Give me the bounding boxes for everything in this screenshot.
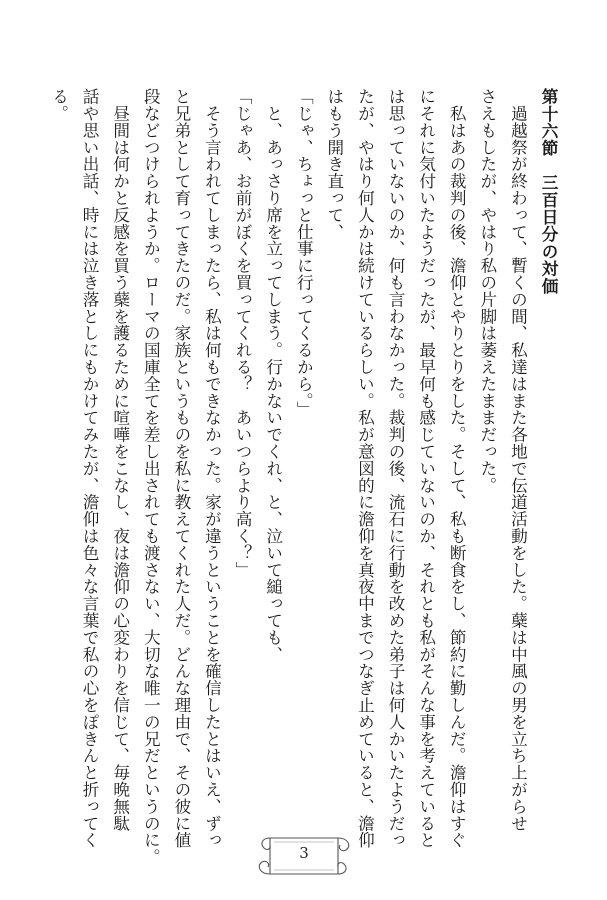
page-number-scroll xyxy=(252,830,356,882)
section-heading: 第十六節 三百日分の対価 xyxy=(539,88,558,295)
text-line: 「じゃあ、お前がぼくを買ってくれる？ あいつらより高く？」 xyxy=(233,88,253,579)
text-line: さえもしたが、やはり私の片脚は萎えたままだった。 xyxy=(477,88,497,494)
text-line: 過越祭が終わって、暫くの間、私達はまた各地で伝道活動をした。蘖は中風の男を立ち上がらせ xyxy=(508,88,528,832)
text-line: たが、やはり何人かは続けているらしい。私が意図的に澹仰を真夜中までつなぎ止めていると、澹仰 xyxy=(355,88,375,849)
text-line: 段などつけられようか。ローマの国庫全てを差し出されても渡さない、大切な唯一の兄だというのに。 xyxy=(141,88,161,866)
text-line: る。 xyxy=(49,88,69,122)
text-line: 「じゃ、ちょっと仕事に行ってくるから。」 xyxy=(294,88,314,418)
text-line: にそれに気付いたようだったが、最早何も感じていないのか、それとも私がそんな事を考えていると xyxy=(416,88,436,849)
text-line: は思っていないのか、何も言わなかった。裁判の後、流石に行動を改めた弟子は何人かいたようだっ xyxy=(386,88,406,849)
text-line: 話や思い出話、時には泣き落としにもかけてみたが、澹仰は色々な言葉で私の心をぽきんと折ってく xyxy=(80,88,100,849)
vertical-text-body xyxy=(49,88,563,866)
page-number: 3 xyxy=(299,844,309,862)
text-line: 私はあの裁判の後、澹仰とやりとりをした。そして、私も断食をし、節約に勤しんだ。澹仰はすぐ xyxy=(447,88,467,849)
text-line: と兄弟として育ってきたのだ。家族というものを私に教えてくれた人だ。どんな理由で、その彼に値 xyxy=(171,88,191,849)
text-line: 昼間は何かと反感を買う蘖を護るために喧嘩をこなし、夜は澹仰の心変わりを信じて、毎晩無駄 xyxy=(110,88,130,832)
text-line: そう言われてしまったら、私は何もできなかった。家が違うということを確信したとはいえ、ずっ xyxy=(202,88,222,849)
text-line: はもう開き直って、 xyxy=(324,88,344,241)
text-line: と、あっさり席を立ってしまう。行かないでくれ、と、泣いて縋っても、 xyxy=(263,88,283,663)
